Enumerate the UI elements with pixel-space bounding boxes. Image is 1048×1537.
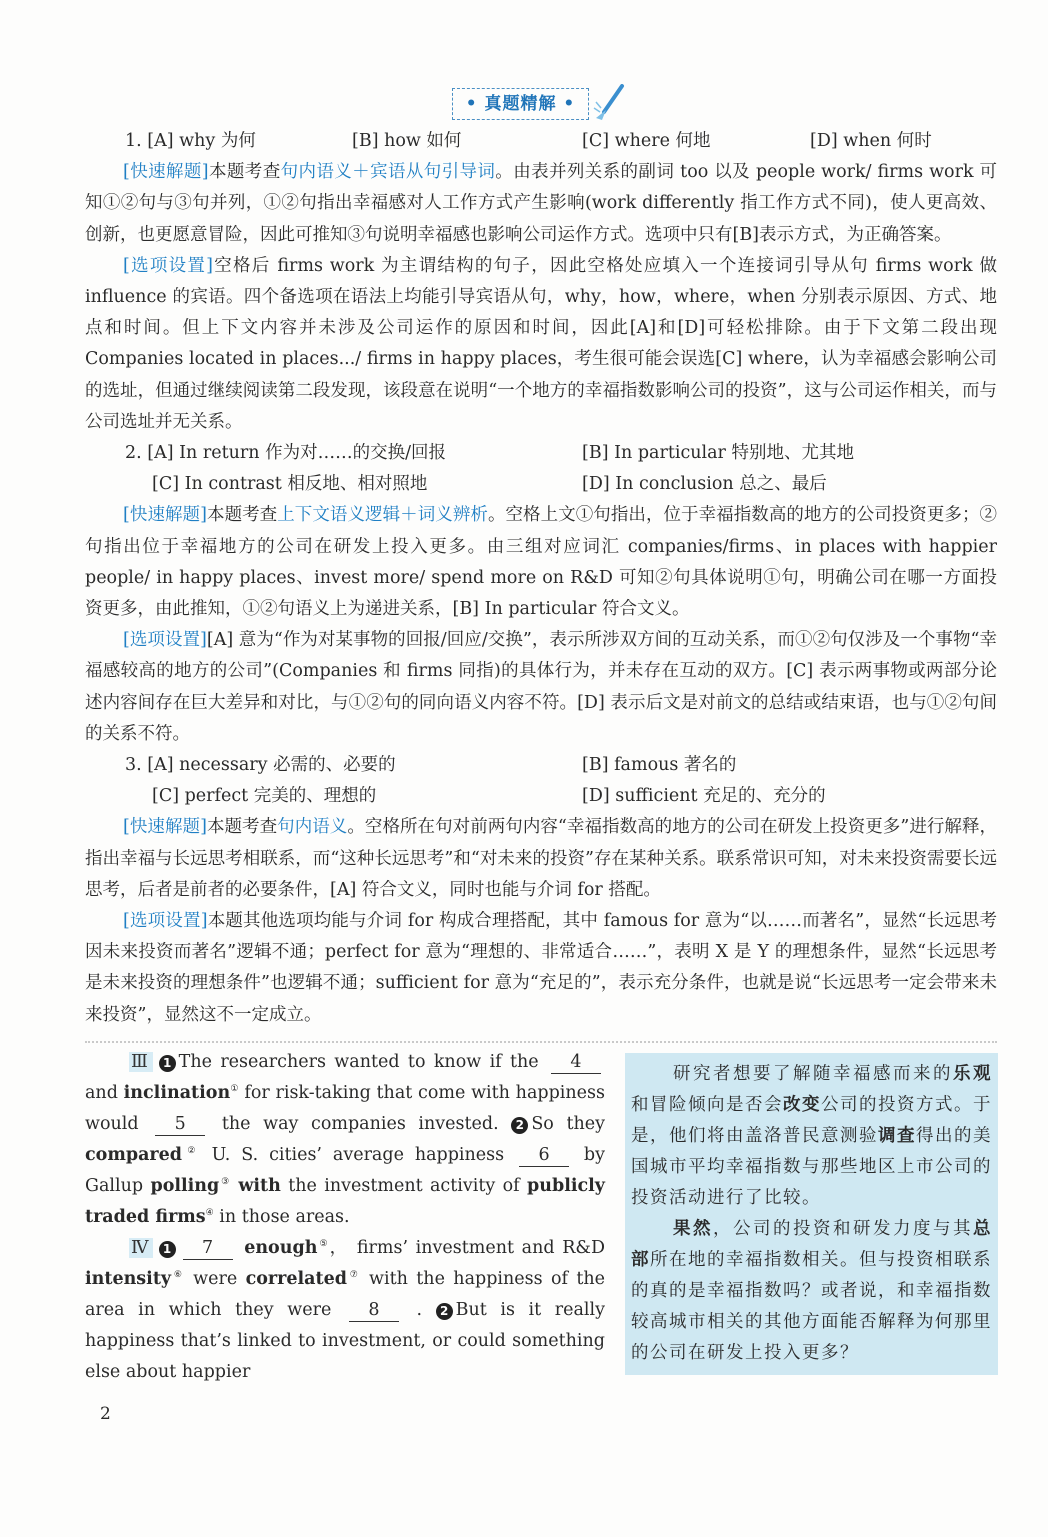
- q2-option-c: [C] In contrast 相反地、相对照地: [152, 474, 428, 495]
- text: by Gallup: [85, 1144, 605, 1196]
- paragraph-number: Ⅲ: [131, 1051, 151, 1072]
- chinese-translation-box: [625, 1053, 998, 1375]
- text: were: [184, 1268, 246, 1289]
- passage-paragraph-3: [85, 1047, 605, 1233]
- text: But is it really happiness that’s linked to investment, or could something else about happier: [85, 1299, 605, 1382]
- pen-icon: [592, 84, 626, 122]
- q3-quick-solution: [85, 812, 997, 906]
- bold-vocab: inclination: [123, 1082, 231, 1103]
- text: 公司的投资方式。于是，他们将由盖洛普民意测验: [631, 1094, 992, 1146]
- bold-vocab: 总部: [631, 1218, 992, 1270]
- text: 所在地的幸福指数相关。但与投资相联系的真的是幸福指数吗？或者说，和幸福指数较高城市相关的其他方面能否解释为何那里的公司在研发上投入更多？: [631, 1249, 992, 1363]
- section-divider: [85, 1041, 997, 1043]
- q2-option-d: [D] In conclusion 总之、最后: [582, 474, 827, 495]
- q3-option-d: [D] sufficient 充足的、充分的: [582, 786, 826, 807]
- sentence-number: 1: [159, 1241, 176, 1258]
- footnote-marker: ⑤: [317, 1238, 330, 1249]
- key-point: 上下文语义逻辑＋词义辨析: [277, 505, 488, 526]
- q1-option-analysis: [85, 251, 997, 438]
- section-label: [快速解题]: [123, 817, 207, 838]
- text: 和冒险倾向是否会: [631, 1094, 783, 1115]
- answer-blank[interactable]: 8: [349, 1299, 399, 1322]
- text: the way companies invested.: [209, 1113, 512, 1134]
- bold-vocab: 改变: [783, 1094, 821, 1115]
- passage-paragraph-4: [85, 1233, 605, 1388]
- section-header-row: [0, 86, 1048, 126]
- answer-explanations: [85, 126, 997, 1031]
- bold-vocab: publicly traded firms: [85, 1175, 605, 1227]
- section-label: [选项设置]: [123, 255, 213, 276]
- answer-blank[interactable]: 5: [155, 1113, 205, 1136]
- bold-vocab: 果然: [673, 1218, 713, 1239]
- q2-option-analysis: [85, 625, 997, 750]
- text: and: [85, 1082, 124, 1103]
- q2-options-row1: [85, 438, 997, 469]
- text: 。空格上文①句指出，位于幸福指数高的地方的公司投资更多；②句指出位于幸福地方的公司在研发上投入更多。由三组对应词汇 companies/firms、in places with happier people/ in happy places、invest more/ spend more on R&D 可知②句具体说明①句，明确公司在哪一方面投资更多，由此推知，①②句语义上为递进关系，[B] In particular 符合文义。: [85, 505, 998, 619]
- bold-vocab: 调查: [878, 1125, 916, 1146]
- footnote-marker: ④: [205, 1207, 214, 1218]
- text: 本题考查: [206, 505, 278, 526]
- text: 空格后 firms work 为主谓结构的句子，因此空格处应填入一个连接词引导从句 firms work 做 influence 的宾语。四个备选项在语法上均能引导宾语从句，why，how，where，when 分别表示原因、方式、地点和时间。但上下文内容并未涉及公司运作的原因和时间，因此[A]和[D]可轻松排除。由于下文第二段出现 Companies located in places.../ firms in happy places，考生很可能会误选[C] where，认为幸福感会影响公司的选址，但通过继续阅读第二段发现，该段意在说明“一个地方的幸福指数影响公司的投资”，这与公司运作相关，而与公司选址并无关系。: [85, 255, 997, 432]
- footnote-marker: ⑦: [346, 1269, 361, 1280]
- q2-option-b: [B] In particular 特别地、尤其地: [582, 443, 854, 464]
- bold-vocab: 乐观: [953, 1063, 992, 1084]
- q1-option-a: 1. [A] why 为何: [125, 131, 256, 151]
- text: 。由表并列关系的副词 too 以及 people work/ firms work 可知①②句与③句并列，①②句指出幸福感对人工作方式产生影响(work differently 指工作方式不同)，使人更高效、创新，也更愿意冒险，因此可推知③句说明幸福感也影响公司运作方式。选项中只有[B]表示方式，为正确答案。: [85, 162, 998, 245]
- page-number: 2: [100, 1403, 111, 1424]
- text: The researchers wanted to know if the: [178, 1051, 547, 1072]
- q1-option-c: [C] where 何地: [582, 131, 711, 151]
- bold-vocab: correlated: [245, 1268, 347, 1289]
- text: the investment activity of: [280, 1175, 528, 1196]
- english-passage: [85, 1047, 605, 1388]
- translation-paragraph-4: [631, 1214, 992, 1369]
- text: U. S. cities’ average happiness: [200, 1144, 516, 1165]
- q3-options-row1: [85, 750, 997, 781]
- footnote-marker: ②: [182, 1145, 201, 1156]
- bold-vocab: intensity: [85, 1268, 172, 1289]
- footnote-marker: ⑥: [171, 1269, 185, 1280]
- q1-options: [85, 126, 997, 157]
- key-point: 句内语义＋宾语从句引导词: [280, 162, 496, 183]
- q2-quick-solution: [85, 500, 997, 625]
- sentence-number: 2: [511, 1117, 528, 1134]
- key-point: 句内语义: [277, 817, 348, 838]
- paragraph-number: Ⅳ: [131, 1237, 151, 1258]
- answer-blank[interactable]: 7: [183, 1237, 233, 1260]
- text: 研究者想要了解随幸福感而来的: [673, 1063, 953, 1084]
- footnote-marker: ①: [230, 1083, 239, 1094]
- q2-option-a: 2. [A] In return 作为对……的交换/回报: [125, 443, 446, 464]
- text: So they: [531, 1113, 606, 1134]
- text: ， firms’ investment and R&D: [329, 1237, 605, 1258]
- q2-options-row2: [85, 469, 997, 500]
- q3-option-analysis: [85, 906, 997, 1031]
- section-label: [选项设置]: [123, 911, 208, 931]
- bold-vocab: enough: [244, 1237, 318, 1258]
- text: 本题考查: [206, 817, 278, 838]
- q3-option-a: 3. [A] necessary 必需的、必要的: [125, 755, 396, 776]
- section-label: [快速解题]: [123, 162, 209, 183]
- q3-option-b: [B] famous 著名的: [582, 755, 737, 776]
- text: ，公司的投资和研发力度与其: [713, 1218, 973, 1239]
- q3-option-c: [C] perfect 完美的、理想的: [152, 786, 377, 807]
- answer-blank[interactable]: 6: [519, 1144, 569, 1167]
- q1-option-b: [B] how 如何: [352, 131, 462, 151]
- text: in those areas.: [213, 1206, 350, 1227]
- bold-vocab: compared: [85, 1144, 183, 1165]
- passage-section: [85, 1047, 998, 1388]
- section-label: [快速解题]: [123, 505, 207, 526]
- sentence-number: 1: [159, 1055, 176, 1072]
- section-header: • 真题精解 •: [452, 88, 589, 120]
- text: 。空格所在句对前两句内容“幸福指数高的地方的公司在研发上投资更多”进行解释，指出幸福与长远思考相联系，而“这种长远思考”和“对未来的投资”存在某种关系。联系常识可知，对未来投资需要长远思考，后者是前者的必要条件，[A] 符合文义，同时也能与介词 for 搭配。: [85, 817, 998, 900]
- answer-blank[interactable]: 4: [551, 1051, 601, 1074]
- text: .: [402, 1299, 436, 1320]
- text: 得出的美国城市平均幸福指数与那些地区上市公司的投资活动进行了比较。: [631, 1125, 992, 1208]
- sentence-number: 2: [436, 1303, 453, 1320]
- q1-option-d: [D] when 何时: [810, 131, 932, 151]
- text: 本题其他选项均能与介词 for 构成合理搭配，其中 famous for 意为“以……而著名”，显然“长远思考因未来投资而著名”逻辑不通；perfect for 意为“理想的、非常适合……”，表明 X 是 Y 的理想条件，显然“长远思考是未来投资的理想条件”也逻辑不通；sufficient for 意为“充足的”，表示充分条件，也就是说“长远思考一定会带来未来投资”，显然这不一定成立。: [85, 911, 998, 1025]
- q3-options-row2: [85, 781, 997, 812]
- text: [A] 意为“作为对某事物的回报/回应/交换”，表示所涉双方间的互动关系，而①②句仅涉及一个事物“幸福感较高的地方的公司”(Companies 和 firms 同指)的具体行为，并未存在互动的双方。[C] 表示两事物或两部分论述内容间存在巨大差异和对比，与①②句的同向语义内容不符。[D] 表示后文是对前文的总结或结束语，也与①②句间的关系不符。: [85, 630, 998, 744]
- text: 本题考查: [208, 162, 281, 183]
- footnote-marker: ③: [219, 1176, 231, 1187]
- section-label: [选项设置]: [123, 630, 207, 651]
- bold-vocab: with: [238, 1175, 281, 1196]
- text: with the happiness of the area in which they were: [85, 1268, 606, 1320]
- translation-paragraph-3: [631, 1059, 992, 1214]
- text: for risk-taking that come with happiness would: [85, 1082, 605, 1134]
- bold-vocab: polling: [150, 1175, 220, 1196]
- q1-quick-solution: [85, 157, 997, 251]
